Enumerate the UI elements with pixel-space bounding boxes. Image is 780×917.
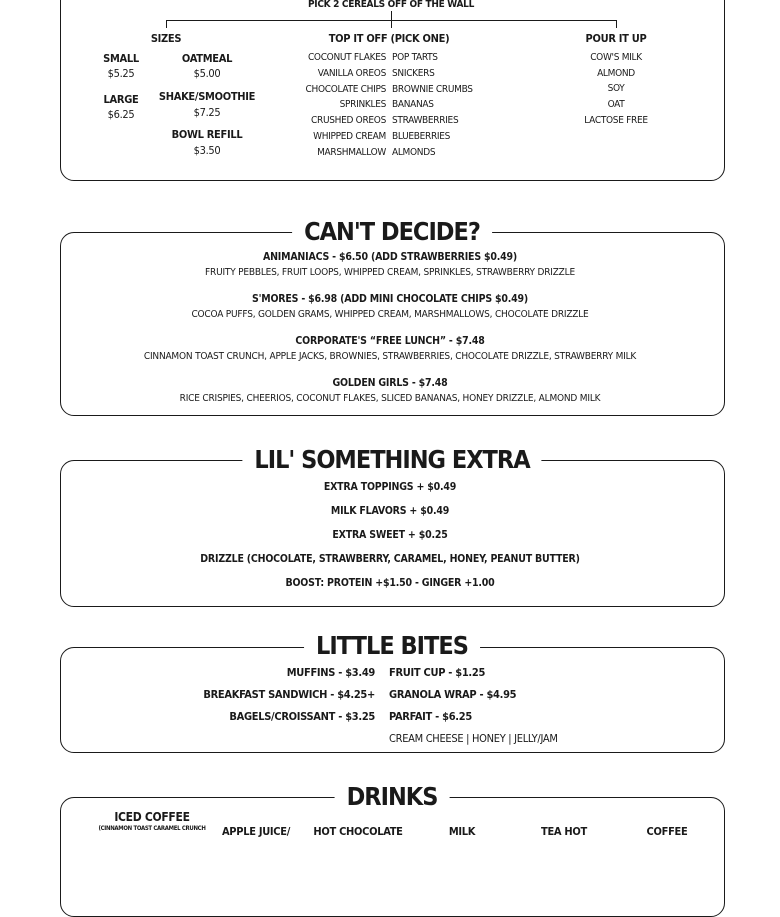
milk-item: COW'S MILK bbox=[590, 52, 642, 63]
topping-item: BROWNIE CRUMBS bbox=[392, 83, 473, 95]
drink-name: ICED COFFEE bbox=[114, 810, 190, 824]
drink-name: MILK bbox=[448, 825, 476, 838]
extra-item: EXTRA SWEET + $0.25 bbox=[332, 529, 448, 541]
connector-center-stem bbox=[391, 11, 392, 20]
bites-title: LITTLE BITES bbox=[304, 631, 480, 661]
milk-item: ALMOND bbox=[597, 67, 635, 79]
topping-item: COCONUT FLAKES bbox=[307, 52, 386, 63]
combo-description: RICE CRISPIES, CHEERIOS, COCONUT FLAKES, SLICED BANANAS, HONEY DRIZZLE, ALMOND MILK bbox=[179, 393, 601, 404]
drink-name: COFFEE bbox=[646, 825, 688, 838]
connector-mid-drop bbox=[391, 20, 392, 28]
topping-item: WHIPPED CREAM bbox=[313, 131, 386, 142]
item-name: BOWL REFILL bbox=[171, 128, 243, 141]
topping-item: SPRINKLES bbox=[339, 99, 386, 111]
extra-item: EXTRA TOPPINGS + $0.49 bbox=[323, 481, 457, 493]
topping-item: CHOCOLATE CHIPS bbox=[305, 83, 386, 95]
combo-description: CINNAMON TOAST CRUNCH, APPLE JACKS, BROWNIES, STRAWBERRIES, CHOCOLATE DRIZZLE, STRAWBERRY MILK bbox=[143, 351, 637, 362]
bites-item: BREAKFAST SANDWICH - $4.25+ bbox=[203, 688, 375, 701]
bites-item: MUFFINS - $3.49 bbox=[286, 666, 375, 679]
topping-item: STRAWBERRIES bbox=[392, 115, 459, 127]
drinks-title: DRINKS bbox=[335, 782, 450, 812]
topping-item: BANANAS bbox=[392, 99, 434, 111]
combo-name: GOLDEN GIRLS - $7.48 bbox=[332, 377, 448, 389]
topping-item: ALMONDS bbox=[392, 146, 436, 158]
size-name: LARGE bbox=[103, 93, 139, 106]
item-price: $7.25 bbox=[193, 106, 221, 119]
pick-cereals-label: PICK 2 CEREALS OFF OF THE WALL bbox=[307, 0, 475, 10]
extra-item: BOOST: PROTEIN +$1.50 - GINGER +1.00 bbox=[285, 577, 495, 589]
drink-name: APPLE JUICE/ bbox=[221, 825, 291, 838]
combo-name: CORPORATE'S “FREE LUNCH” - $7.48 bbox=[295, 335, 485, 347]
combo-name: S'MORES - $6.98 (ADD MINI CHOCOLATE CHIPS $0.49) bbox=[251, 293, 529, 305]
drink-name: HOT CHOCOLATE bbox=[313, 825, 403, 838]
item-name: SHAKE/SMOOTHIE bbox=[158, 90, 256, 103]
extra-item: MILK FLAVORS + $0.49 bbox=[330, 505, 450, 517]
milk-item: OAT bbox=[607, 99, 625, 111]
cant-decide-title: CAN'T DECIDE? bbox=[292, 217, 492, 247]
size-price: $5.25 bbox=[107, 67, 135, 80]
size-name: SMALL bbox=[103, 52, 139, 65]
item-name: OATMEAL bbox=[181, 52, 233, 65]
bites-item: FRUIT CUP - $1.25 bbox=[389, 666, 486, 679]
combo-description: FRUITY PEBBLES, FRUIT LOOPS, WHIPPED CREAM, SPRINKLES, STRAWBERRY DRIZZLE bbox=[205, 267, 575, 278]
milk-heading: POUR IT UP bbox=[585, 32, 647, 45]
drink-name: TEA HOT bbox=[541, 825, 587, 838]
bites-item: CREAM CHEESE | HONEY | JELLY/JAM bbox=[389, 732, 558, 745]
combo-description: COCOA PUFFS, GOLDEN GRAMS, WHIPPED CREAM, MARSHMALLOWS, CHOCOLATE DRIZZLE bbox=[191, 309, 589, 320]
combo-name: ANIMANIACS - $6.50 (ADD STRAWBERRIES $0.49) bbox=[262, 251, 518, 263]
sizes-heading: SIZES bbox=[150, 32, 182, 45]
topping-item: VANILLA OREOS bbox=[317, 67, 386, 79]
topping-item: POP TARTS bbox=[392, 52, 438, 63]
topping-item: SNICKERS bbox=[392, 67, 435, 79]
topping-item: BLUEBERRIES bbox=[392, 131, 451, 142]
bites-item: BAGELS/CROISSANT - $3.25 bbox=[229, 710, 375, 723]
drink-sub: (CINNAMON TOAST CARAMEL CRUNCH bbox=[98, 825, 206, 832]
milk-item: SOY bbox=[607, 83, 625, 95]
size-price: $6.25 bbox=[107, 108, 135, 121]
extra-title: LIL' SOMETHING EXTRA bbox=[242, 445, 541, 475]
milk-item: LACTOSE FREE bbox=[584, 114, 648, 126]
extra-item: DRIZZLE (CHOCOLATE, STRAWBERRY, CARAMEL, HONEY, PEANUT BUTTER) bbox=[200, 553, 580, 565]
bites-item: PARFAIT - $6.25 bbox=[389, 710, 472, 723]
connector-right-drop bbox=[616, 20, 617, 28]
item-price: $3.50 bbox=[193, 144, 221, 157]
bites-item: GRANOLA WRAP - $4.95 bbox=[389, 688, 517, 701]
topping-item: MARSHMALLOW bbox=[317, 146, 386, 158]
connector-left-drop bbox=[166, 20, 167, 28]
item-price: $5.00 bbox=[193, 67, 221, 80]
toppings-heading: TOP IT OFF (PICK ONE) bbox=[328, 32, 450, 45]
topping-item: CRUSHED OREOS bbox=[311, 115, 386, 127]
